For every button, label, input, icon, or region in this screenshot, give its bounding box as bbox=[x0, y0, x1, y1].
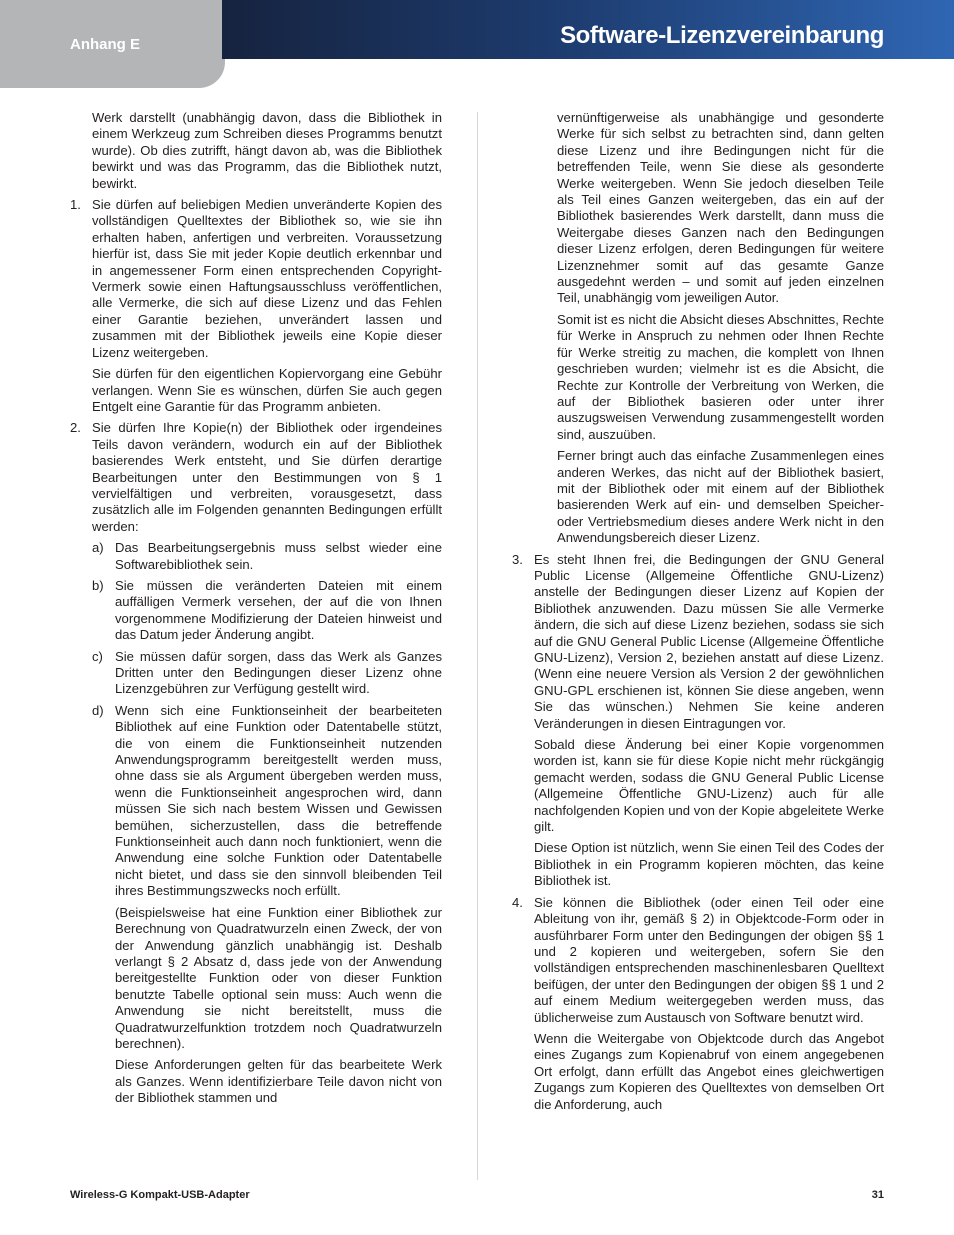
paragraph: Sobald diese Änderung bei einer Kopie vorgenommen worden ist, kann sie für diese Kopie nicht mehr rückgängig gemacht werden, sodass die GNU General Public License (Allgemeine Öffentliche GNU-Lizenz) auch für alle nachfolgenden Kopien und von der Kopie abgeleitete Werke gilt. bbox=[534, 737, 884, 835]
paragraph: Sie müssen die veränderten Dateien mit einem auffälligen Vermerk versehen, der auf die von Ihnen vorgenommene Modifizierung der Dateien hinweist und das Datum jeder Änderung angibt. bbox=[115, 577, 442, 643]
sub-item-d bbox=[70, 703, 442, 1107]
paragraph: (Beispielsweise hat eine Funktion einer Bibliothek zur Berechnung von Quadratwurzeln einen Zweck, der von der Anwendung gänzlich unabhängig ist. Deshalb verlangt § 2 Absatz d, dass jede von der Anwendung bereitgestellte Funktion oder von dieser Funktion benutzte Tabelle optional sein muss: Auch wenn die Anwendung sie nicht bereitstellt, muss die Quadratwurzelfunktion trotzdem noch Quadratwurzeln berechnen). bbox=[115, 904, 442, 1051]
sub-item-c bbox=[70, 649, 442, 698]
item-number: 1. bbox=[70, 197, 81, 213]
right-column bbox=[512, 110, 884, 1118]
item-number: 4. bbox=[512, 894, 523, 910]
paragraph: Sie dürfen Ihre Kopie(n) der Bibliothek oder irgendeines Teils davon verändern, wodurch ein auf der Bibliothek basierendes Werk entsteht, und Sie dürfen derartige Bearbeitungen unter den Bestimmungen von § 1 vervielfältigen und verbreiten, vorausgesetzt, dass zusätzlich alle im Folgenden genannten Bedingungen erfüllt werden: bbox=[92, 420, 442, 534]
sub-item-label: c) bbox=[92, 648, 103, 664]
sub-item-label: d) bbox=[92, 702, 104, 718]
paragraph: Sie können die Bibliothek (oder einen Teil oder eine Ableitung von ihr, gemäß § 2) in Objektcode-Form oder in ausführbarer Form unter den Bedingungen der obigen §§ 1 und 2 kopieren und weitergeben, sofern Sie den vollständigen entsprechenden maschinenlesbaren Quelltext beifügen, der unter den Bedingungen der obigen §§ 1 und 2 auf einem Medium weitergegeben werden muss, das üblicherweise zum Austausch von Software benutzt wird. bbox=[534, 894, 884, 1025]
left-column bbox=[70, 110, 442, 1112]
paragraph: Sie dürfen für den eigentlichen Kopiervorgang eine Gebühr verlangen. Wenn Sie es wünschen, dürfen Sie auch gegen Entgelt eine Garantie für das Programm anbieten. bbox=[92, 366, 442, 414]
list-item-3 bbox=[512, 552, 884, 890]
paragraph: Wenn die Weitergabe von Objektcode durch das Angebot eines Zugangs zum Kopienabruf von einem angegebenen Ort erfolgt, dann erfüllt das Angebot eines gleichwertigen Zugangs zum Kopieren des Quelltextes von demselben Ort die Anforderung, auch bbox=[534, 1030, 884, 1112]
paragraph: vernünftigerweise als unabhängige und gesonderte Werke für sich selbst zu betrachten sind, dann gelten diese Lizenz und ihre Bedingungen nicht für die betreffenden Teile, wenn Sie diese als gesonderte Werke weitergeben. Wenn Sie jedoch dieselben Teile als Teil eines Ganzen weitergeben, das ein auf der Bibliothek basierendes Werk darstellt, dann muss die Weitergabe dieses Ganzen nach den Bedingungen dieser Lizenz erfolgen, deren Bedingungen für weitere Lizenznehmer somit auf das gesamte Ganze ausgedehnt werden – und somit auf jeden einzelnen Teil, unabhängig vom jeweiligen Autor. bbox=[557, 110, 884, 306]
column-divider bbox=[477, 112, 478, 1180]
page-header bbox=[0, 0, 954, 88]
paragraph: Sie dürfen auf beliebigen Medien unveränderte Kopien des vollständigen Quelltextes der Bibliothek so, wie sie ihn erhalten haben, anfertigen und verbreiten. Voraussetzung hierfür ist, dass Sie mit jeder Kopie deutlich erkennbar und in angemessener Form einen entsprechenden Copyright-Vermerk sowie einen Haftungsausschluss veröffentlichen, alle Vermerke, die sich auf diese Lizenz und das Fehlen einer Garantie beziehen, unverändert lassen und zusammen mit der Bibliothek jeweils eine Kopie dieser Lizenz weitergeben. bbox=[92, 197, 442, 360]
list-item-4 bbox=[512, 895, 884, 1113]
paragraph: Diese Anforderungen gelten für das bearbeitete Werk als Ganzes. Wenn identifizierbare Teile davon nicht von der Bibliothek stammen und bbox=[115, 1057, 442, 1106]
paragraph: Wenn sich eine Funktionseinheit der bearbeiteten Bibliothek auf eine Funktion oder Datentabelle stützt, die von einem die Funktionseinheit nutzenden Anwendungsprogramm bereitgestellt werden muss, ohne dass sie als Argument übergeben werden muss, wenn die Funktionseinheit angesprochen wird, dann müssen Sie sich nach bestem Wissen und Gewissen bemühen, sicherzustellen, dass die betreffende Funktionseinheit auch dann noch funktioniert, wenn die Anwendung eine solche Funktion oder Datentabelle nicht bietet, und dass sie den sinnvoll bleibenden Teil ihres Bestimmungszwecks noch erfüllt. bbox=[115, 702, 442, 899]
paragraph: Diese Option ist nützlich, wenn Sie einen Teil des Codes der Bibliothek in ein Programm kopieren möchten, das keine Bibliothek ist. bbox=[534, 840, 884, 889]
list-item-1 bbox=[70, 197, 442, 415]
intro-paragraph: Werk darstellt (unabhängig davon, dass die Bibliothek in einem Werkzeug zum Schreiben dieses Programms benutzt wurde). Ob dies zutrifft, hängt davon ab, was die Bibliothek bewirkt und was das Programm, das die Bibliothek nutzt, bewirkt. bbox=[92, 110, 442, 191]
paragraph: Ferner bringt auch das einfache Zusammenlegen eines anderen Werkes, das nicht auf der Bibliothek basiert, mit der Bibliothek oder mit einem auf der Bibliothek basierenden Werk auf ein- und demselben Speicher- oder Vertriebsmedium dieses andere Werk nicht in den Anwendungsbereich dieser Lizenz. bbox=[557, 448, 884, 546]
sub-item-b bbox=[70, 578, 442, 644]
sub-item-label: b) bbox=[92, 577, 104, 593]
footer-product-name: Wireless-G Kompakt-USB-Adapter bbox=[70, 1189, 250, 1201]
footer-page-number: 31 bbox=[871, 1189, 884, 1201]
list-item-2 bbox=[70, 420, 442, 535]
paragraph: Das Bearbeitungsergebnis muss selbst wieder eine Softwarebibliothek sein. bbox=[115, 540, 442, 572]
section-label: Anhang E bbox=[70, 36, 140, 53]
page-title: Software-Lizenzvereinbarung bbox=[560, 22, 884, 49]
sub-item-label: a) bbox=[92, 540, 104, 556]
item-number: 3. bbox=[512, 551, 523, 567]
item-number: 2. bbox=[70, 420, 81, 436]
paragraph: Sie müssen dafür sorgen, dass das Werk als Ganzes Dritten unter den Bedingungen dieser Lizenz ohne Lizenzgebühren zur Verfügung gestellt wird. bbox=[115, 648, 442, 697]
paragraph: Somit ist es nicht die Absicht dieses Abschnittes, Rechte für Werke in Anspruch zu nehmen oder Ihnen Rechte für Werke streitig zu machen, die komplett von Ihnen geschrieben wurden; vielmehr ist es die Absicht, die Rechte zur Kontrolle der Verbreitung von Werken, die auf der Bibliothek basieren oder unter ihrer auszugsweisen Verwendung zusammengestellt worden sind, auszuüben. bbox=[557, 311, 884, 442]
sub-item-a bbox=[70, 540, 442, 573]
paragraph: Es steht Ihnen frei, die Bedingungen der GNU General Public License (Allgemeine Öffentliche GNU-Lizenz) anstelle der Bedingungen dieser Lizenz auf Kopien der Bibliothek anzuwenden. Dazu müssen Sie alle Vermerke ändern, die sich auf diese Lizenz beziehen, sodass sie sich auf die GNU General Public License (Allgemeine Öffentliche GNU-Lizenz), Version 2, beziehen anstatt auf diese Lizenz. (Wenn eine neuere Version als Version 2 der gewöhnlichen GNU-GPL erschienen ist, können Sie diese angeben, wenn Sie das wünschen.) Nehmen Sie keine anderen Veränderungen in diesen Eintragungen vor. bbox=[534, 551, 884, 731]
